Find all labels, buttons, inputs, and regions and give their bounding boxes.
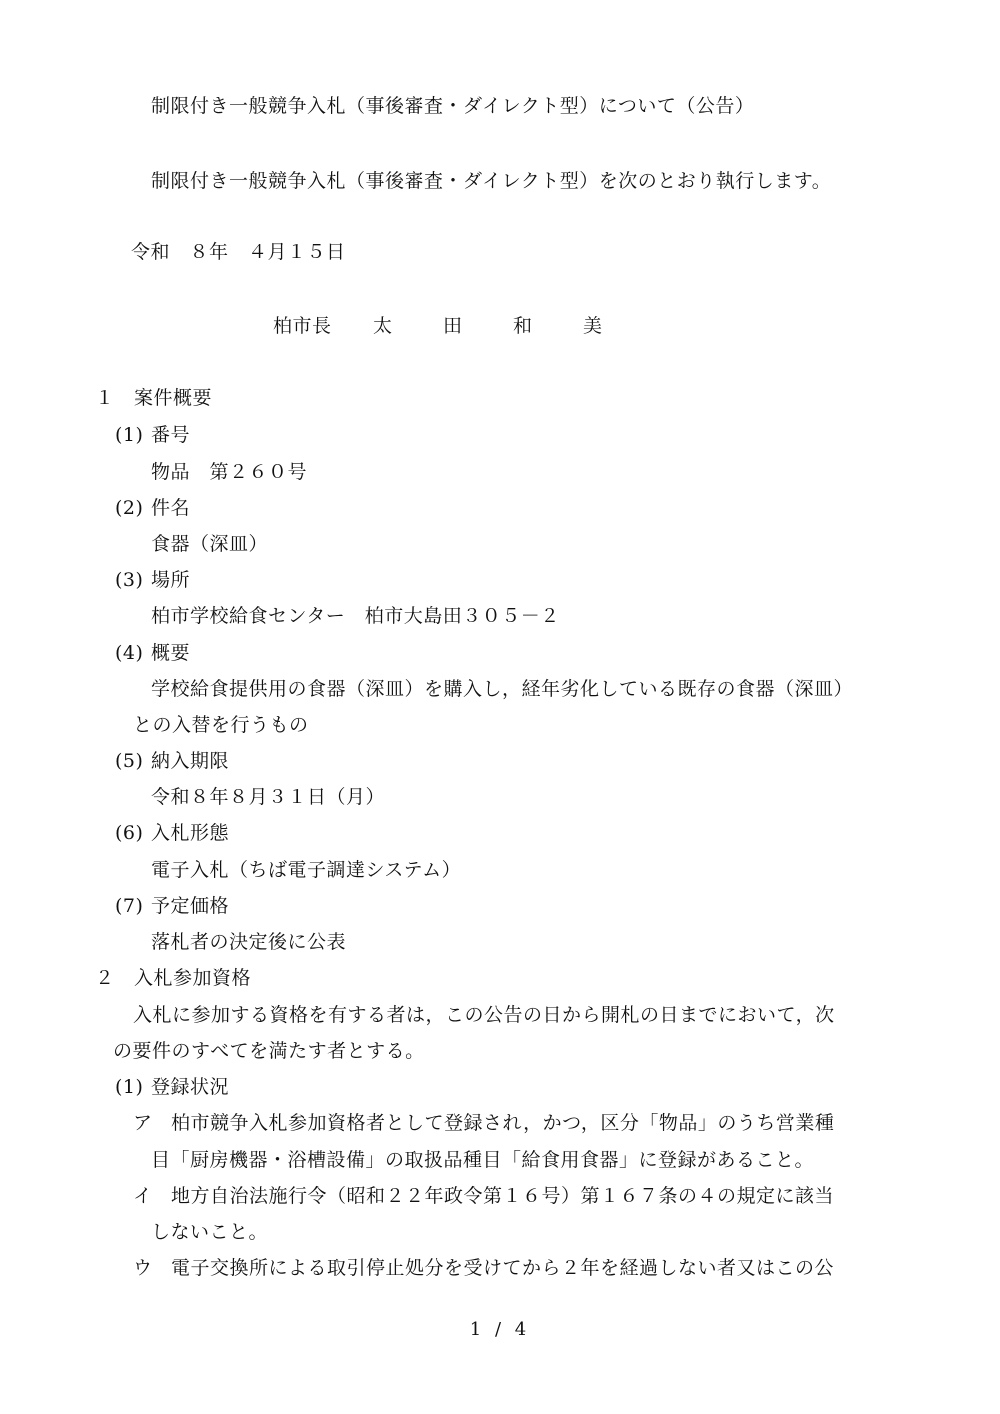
- list-item-text: 電子交換所による取引停止処分を受けてから２年を経過しない者又はこの公: [171, 1257, 835, 1279]
- item-body: 物品 第２６０号: [151, 461, 308, 483]
- section1-heading: １ 案件概要: [95, 387, 213, 409]
- section2-heading: ２ 入札参加資格: [95, 967, 252, 989]
- section2-intro: 入札に参加する資格を有する者は，この公告の日から開札の日までにおいて，次: [133, 1004, 835, 1026]
- page-indicator: 1 / 4: [469, 1319, 531, 1340]
- notice-intro: 制限付き一般競争入札（事後審査・ダイレクト型）を次のとおり執行します。: [151, 170, 832, 192]
- item-label: (3): [115, 569, 144, 591]
- notice-date: 令和 ８年 ４月１５日: [131, 241, 346, 263]
- list-item-text: 柏市競争入札参加資格者として登録され，かつ，区分「物品」のうち営業種: [171, 1112, 835, 1134]
- item-label: (6): [115, 822, 144, 844]
- item-body: 電子入札（ちば電子調達システム）: [151, 859, 462, 881]
- list-mark: イ: [133, 1185, 153, 1207]
- item-body: 落札者の決定後に公表: [151, 931, 347, 953]
- issuer-name: 太 田 和 美: [373, 315, 619, 337]
- sub-item-label: (1): [115, 1076, 144, 1098]
- item-label: (7): [115, 895, 144, 917]
- list-item-text: 地方自治法施行令（昭和２２年政令第１６号）第１６７条の４の規定に該当: [171, 1185, 835, 1207]
- issuer-title: 柏市長: [273, 315, 332, 337]
- item-body: 食器（深皿）: [151, 533, 269, 555]
- sub-item-title: 登録状況: [151, 1076, 230, 1098]
- item-title: 概要: [151, 642, 191, 664]
- notice-title: 制限付き一般競争入札（事後審査・ダイレクト型）について（公告）: [151, 95, 755, 117]
- item-label: (2): [115, 497, 144, 519]
- item-label: (5): [115, 750, 144, 772]
- section2-intro: の要件のすべてを満たす者とする。: [113, 1040, 425, 1062]
- item-title: 予定価格: [151, 895, 230, 917]
- item-label: (4): [115, 642, 144, 664]
- item-title: 件名: [151, 497, 191, 519]
- item-title: 番号: [151, 424, 191, 446]
- item-title: 入札形態: [151, 822, 230, 844]
- item-body: 学校給食提供用の食器（深皿）を購入し，経年劣化している既存の食器（深皿）: [151, 678, 854, 700]
- item-body: 柏市学校給食センター 柏市大島田３０５－２: [151, 605, 560, 627]
- item-body: 令和８年８月３１日（月）: [151, 786, 386, 808]
- item-body: との入替を行うもの: [133, 714, 309, 736]
- list-item-text: しないこと。: [151, 1221, 269, 1243]
- item-label: (1): [115, 424, 144, 446]
- item-title: 場所: [151, 569, 191, 591]
- list-item-text: 目「厨房機器・浴槽設備」の取扱品種目「給食用食器」に登録があること。: [151, 1149, 815, 1171]
- item-title: 納入期限: [151, 750, 230, 772]
- list-mark: ウ: [133, 1257, 153, 1279]
- list-mark: ア: [133, 1112, 153, 1134]
